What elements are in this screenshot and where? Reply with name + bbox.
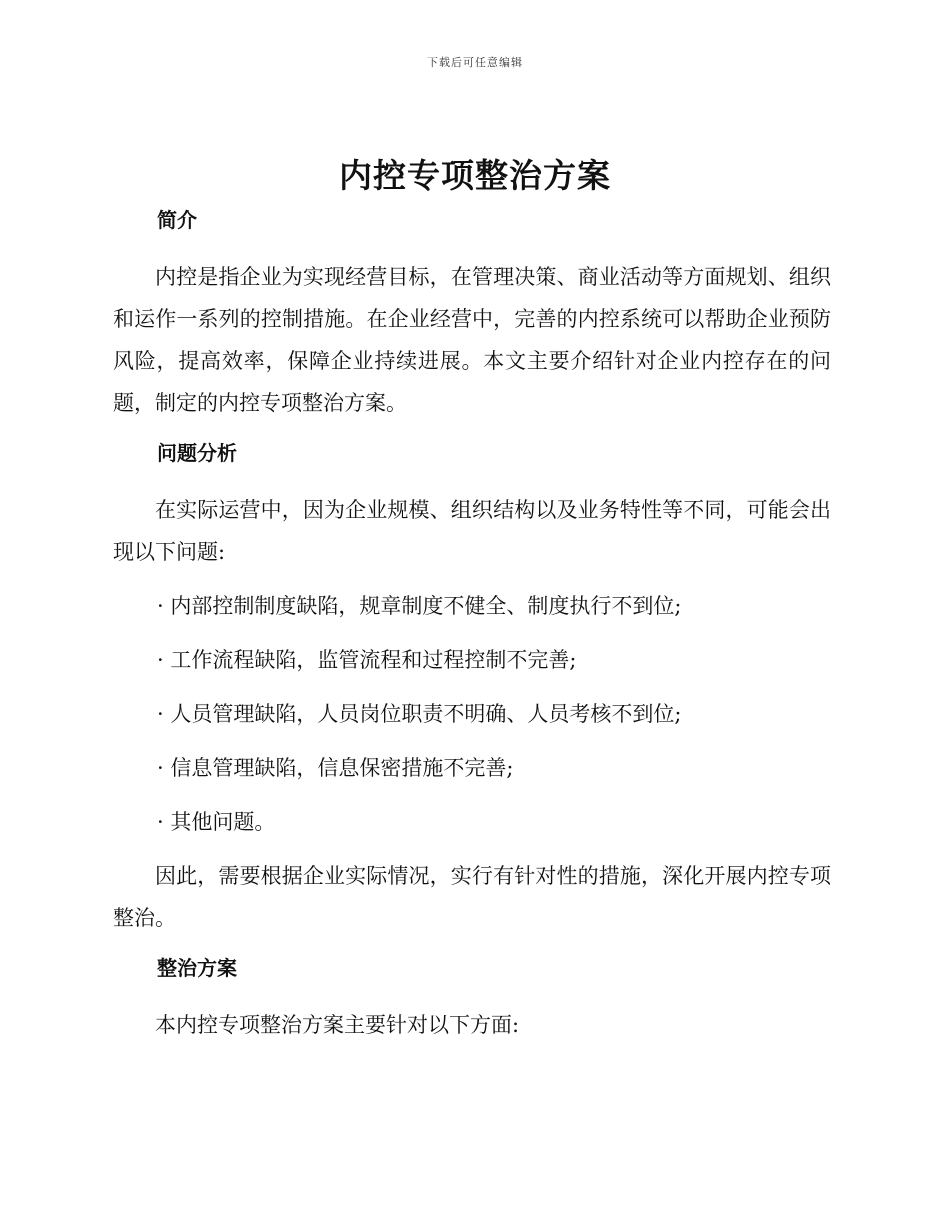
plan-paragraph: 本内控专项整治方案主要针对以下方面: xyxy=(155,1013,520,1037)
list-item: · 其他问题。 xyxy=(157,810,276,834)
page-header: 下载后可任意编辑 xyxy=(427,56,523,69)
analysis-paragraph: 在实际运营中，因为企业规模、组织结构以及业务特性等不同，可能会出现以下问题: xyxy=(113,498,831,564)
list-item: · 信息管理缺陷，信息保密措施不完善; xyxy=(157,756,514,780)
section-heading-intro: 简介 xyxy=(157,208,197,232)
section-heading-plan: 整治方案 xyxy=(157,956,237,980)
analysis-conclusion: 因此，需要根据企业实际情况，实行有针对性的措施，深化开展内控专项整治。 xyxy=(113,864,831,930)
list-item: · 人员管理缺陷，人员岗位职责不明确、人员考核不到位; xyxy=(157,702,682,726)
document-body xyxy=(113,205,831,1046)
section-heading-analysis: 问题分析 xyxy=(157,441,237,465)
intro-paragraph: 内控是指企业为实现经营目标，在管理决策、商业活动等方面规划、组织和运作一系列的控制措施。在企业经营中，完善的内控系统可以帮助企业预防风险，提高效率，保障企业持续进展。本文主要介绍针对企业内控存在的问题，制定的内控专项整治方案。 xyxy=(113,265,831,415)
list-item: · 内部控制制度缺陷，规章制度不健全、制度执行不到位; xyxy=(157,594,682,618)
document-title: 内控专项整治方案 xyxy=(339,156,611,195)
list-item: · 工作流程缺陷，监管流程和过程控制不完善; xyxy=(157,648,577,672)
